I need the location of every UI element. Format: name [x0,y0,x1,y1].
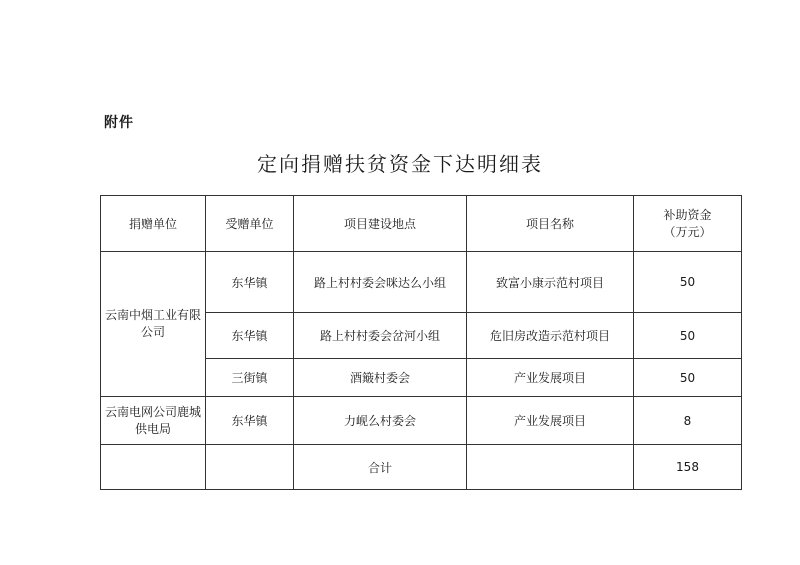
empty-cell [467,445,634,490]
total-amount: 158 [634,445,742,490]
page-title: 定向捐赠扶贫资金下达明细表 [257,152,543,176]
location-cell: 力岘么村委会 [294,397,467,445]
location-cell: 路上村村委会岔河小组 [294,313,467,359]
project-cell: 危旧房改造示范村项目 [467,313,634,359]
location-cell: 路上村村委会咪达么小组 [294,252,467,313]
header-recipient: 受赠单位 [206,196,294,252]
project-cell: 产业发展项目 [467,359,634,397]
total-label: 合计 [294,445,467,490]
donor-cell: 云南电网公司鹿城供电局 [101,397,206,445]
header-amount: 补助资金 （万元） [634,196,742,252]
amount-cell: 50 [634,252,742,313]
table-row [101,397,742,445]
recipient-cell: 东华镇 [206,397,294,445]
amount-cell: 50 [634,359,742,397]
project-cell: 产业发展项目 [467,397,634,445]
table-header-row [101,196,742,252]
header-location: 项目建设地点 [294,196,467,252]
attachment-label: 附件 [104,115,134,131]
recipient-cell: 东华镇 [206,252,294,313]
empty-cell [101,445,206,490]
amount-cell: 50 [634,313,742,359]
project-cell: 致富小康示范村项目 [467,252,634,313]
donor-cell: 云南中烟工业有限公司 [101,252,206,397]
recipient-cell: 三街镇 [206,359,294,397]
header-project: 项目名称 [467,196,634,252]
empty-cell [206,445,294,490]
table-row [101,252,742,313]
recipient-cell: 东华镇 [206,313,294,359]
header-donor: 捐赠单位 [101,196,206,252]
location-cell: 酒簸村委会 [294,359,467,397]
fund-detail-table [100,195,742,490]
total-row [101,445,742,490]
amount-cell: 8 [634,397,742,445]
